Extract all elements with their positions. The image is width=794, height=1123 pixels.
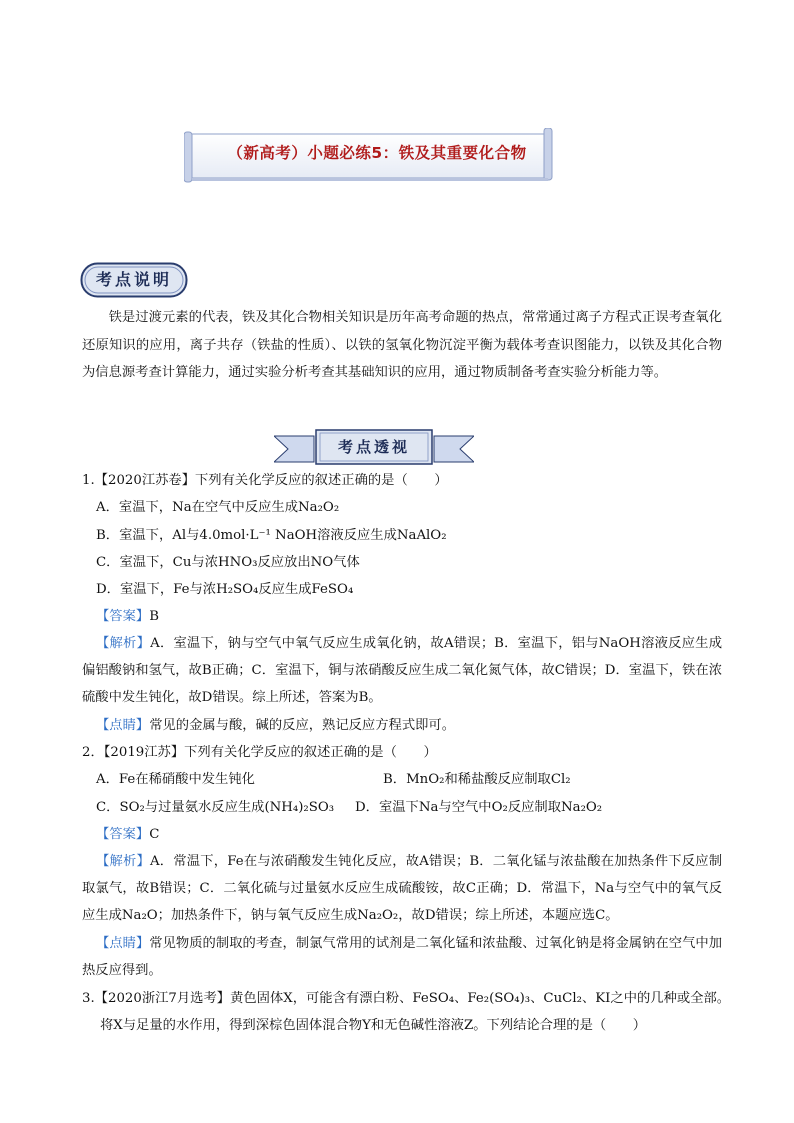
- q1-analysis: [82, 630, 722, 712]
- q1-tip: [96, 712, 746, 739]
- q2-analysis: [82, 848, 722, 930]
- page-title: （新高考）小题必练5：铁及其重要化合物: [227, 144, 527, 162]
- q3-stem: 3.【2020浙江7月选考】黄色固体X，可能含有漂白粉、FeSO₄、Fe₂(SO₄)₃、CuCl₂、KI之中的几种或全部。: [82, 991, 731, 1006]
- q1-answer-label: 【答案】: [96, 609, 150, 624]
- intro-paragraph: 铁是过渡元素的代表，铁及其化合物相关知识是历年高考命题的热点，常常通过离子方程式正误考查氧化还原知识的应用，离子共存（铁盐的性质）、以铁的氢氧化物沉淀平衡为载体考查识图能力，以铁及其化合物为信息源考查计算能力，通过实验分析考查其基础知识的应用，通过物质制备考查实验分析能力等。: [82, 310, 722, 380]
- q2-tip-label: 【点睛】: [96, 936, 150, 951]
- q1-analysis-label: 【解析】: [96, 636, 151, 651]
- section-badge-explain: 考点说明: [95, 270, 172, 289]
- q1-tip-label: 【点睛】: [96, 718, 150, 733]
- q2-answer-value: C: [149, 827, 160, 842]
- q1-analysis-text: A．室温下，钠与空气中氧气反应生成氧化钠，故A错误；B．室温下，铝与NaOH溶液反应生成偏铝酸钠和氢气，故B正确；C．室温下，铜与浓硝酸反应生成二氧化氮气体，故C错误；D．室温下，铁在浓硫酸中发生钝化，故D错误。综上所述，答案为B。: [82, 636, 722, 706]
- q1-option-b: B．室温下，Al与4.0mol·L⁻¹ NaOH溶液反应生成NaAlO₂: [96, 528, 447, 543]
- q2-stem: 2．【2019江苏】下列有关化学反应的叙述正确的是（ ）: [82, 745, 437, 760]
- section-ribbon-perspective: 考点透视: [337, 438, 410, 456]
- q1-option-c: C．室温下，Cu与浓HNO₃反应放出NO气体: [96, 555, 360, 570]
- q1-option-a: A．室温下，Na在空气中反应生成Na₂O₂: [96, 500, 340, 515]
- q2-analysis-text: A．常温下，Fe在与浓硝酸发生钝化反应，故A错误；B．二氧化锰与浓盐酸在加热条件下反应制取氯气，故B错误；C．二氧化硫与过量氨水反应生成硫酸铵，故C正确；D．常温下，Na与空气中的氧气反应生成Na₂O；加热条件下，钠与氧气反应生成Na₂O₂，故D错误；综上所述，本题应选C。: [82, 854, 723, 924]
- q2-answer-label: 【答案】: [96, 827, 150, 842]
- q2-option-a: A．Fe在稀硝酸中发生钝化: [96, 772, 255, 787]
- q1-stem: 1.【2020江苏卷】下列有关化学反应的叙述正确的是（ ）: [82, 473, 448, 488]
- q2-option-d: D．室温下Na与空气中O₂反应制取Na₂O₂: [355, 800, 603, 815]
- q2-tip-text: 常见物质的制取的考查，制氯气常用的试剂是二氧化锰和浓盐酸、过氧化钠是将金属钠在空气中加热反应得到。: [82, 936, 723, 979]
- q1-answer-value: B: [149, 609, 159, 624]
- q1-answer: [96, 603, 746, 630]
- q2-tip: [82, 930, 722, 984]
- q2-analysis-label: 【解析】: [96, 854, 150, 869]
- q2-option-c: C．SO₂与过量氨水反应生成(NH₄)₂SO₃: [96, 800, 335, 815]
- q1-option-d: D．室温下，Fe与浓H₂SO₄反应生成FeSO₄: [96, 582, 354, 597]
- q3-stem-continued: 将X与足量的水作用，得到深棕色固体混合物Y和无色碱性溶液Z。下列结论合理的是（ ）: [100, 1018, 647, 1033]
- q2-option-b: B．MnO₂和稀盐酸反应制取Cl₂: [383, 772, 571, 787]
- q2-answer: [96, 821, 746, 848]
- q1-tip-text: 常见的金属与酸，碱的反应，熟记反应方程式即可。: [149, 718, 456, 733]
